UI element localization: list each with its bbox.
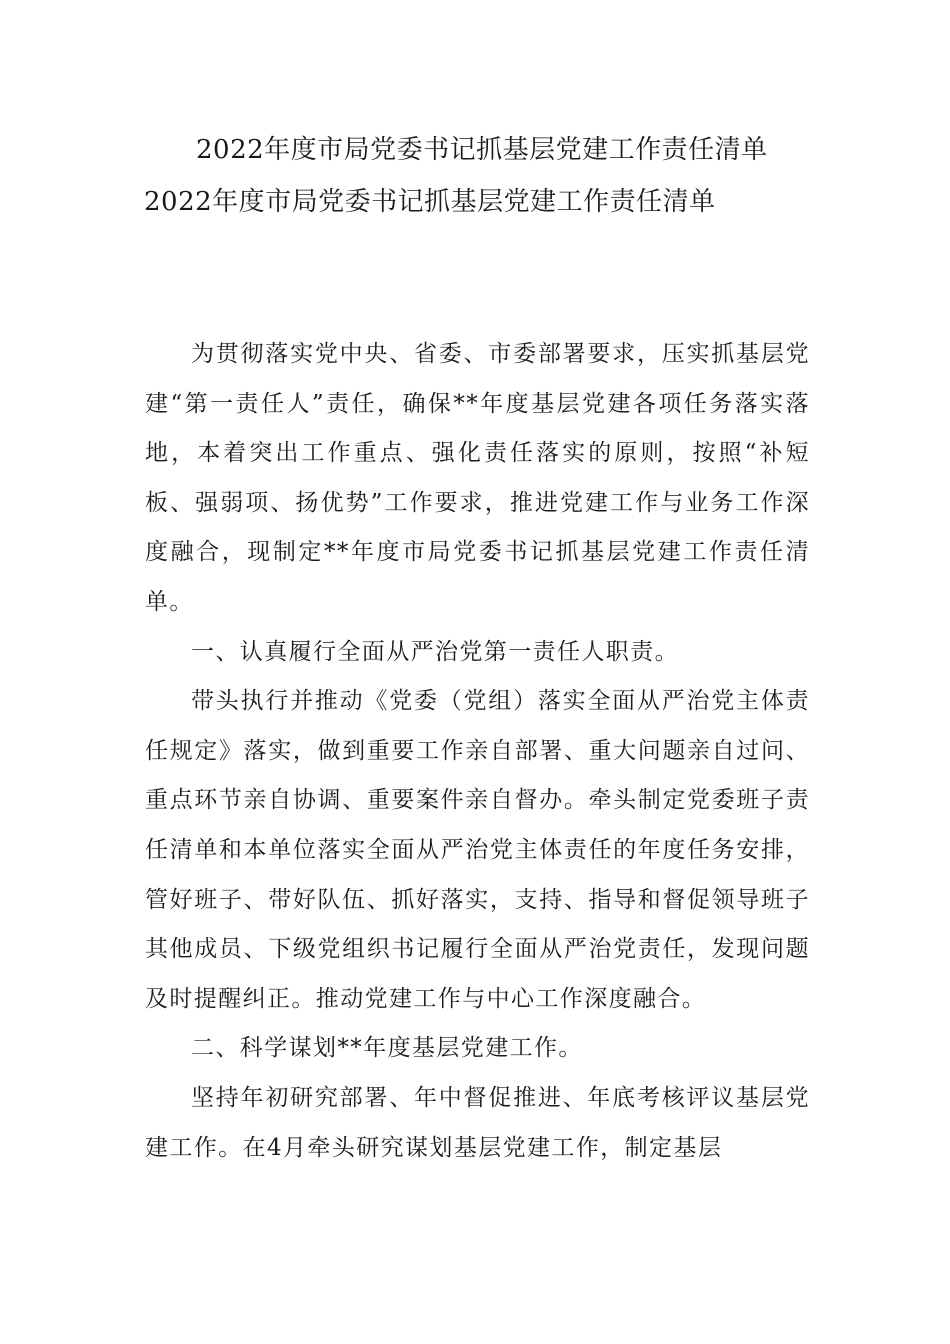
document-title: 2022年度市局党委书记抓基层党建工作责任清单 bbox=[196, 135, 768, 165]
paragraph-section-2: 坚持年初研究部署、年中督促推进、年底考核评议基层党建工作。在4月牵头研究谋划基层党建工作，制定基层 bbox=[145, 1084, 810, 1161]
paragraph-section-1: 带头执行并推动《党委（党组）落实全面从严治党主体责任规定》落实，做到重要工作亲自部署、重大问题亲自过问、重点环节亲自协调、重要案件亲自督办。牵头制定党委班子责任清单和本单位落实全面从严治党主体责任的年度任务安排，管好班子、带好队伍、抓好落实，支持、指导和督促领导班子其他成员、下级党组织书记履行全面从严治党责任，发现问题及时提醒纠正。推动党建工作与中心工作深度融合。 bbox=[145, 688, 810, 1012]
section-heading-2: 二、科学谋划**年度基层党建工作。 bbox=[191, 1035, 583, 1062]
document-body bbox=[145, 330, 810, 1173]
document-subtitle: 2022年度市局党委书记抓基层党建工作责任清单 bbox=[144, 187, 716, 217]
paragraph-intro: 为贯彻落实党中央、省委、市委部署要求，压实抓基层党建“第一责任人”责任，确保**年度基层党建各项任务落实落地，本着突出工作重点、强化责任落实的原则，按照“补短板、强弱项、扬优势”工作要求，推进党建工作与业务工作深度融合，现制定**年度市局党委书记抓基层党建工作责任清单。 bbox=[145, 341, 810, 615]
section-heading-1: 一、认真履行全面从严治党第一责任人职责。 bbox=[191, 638, 679, 665]
